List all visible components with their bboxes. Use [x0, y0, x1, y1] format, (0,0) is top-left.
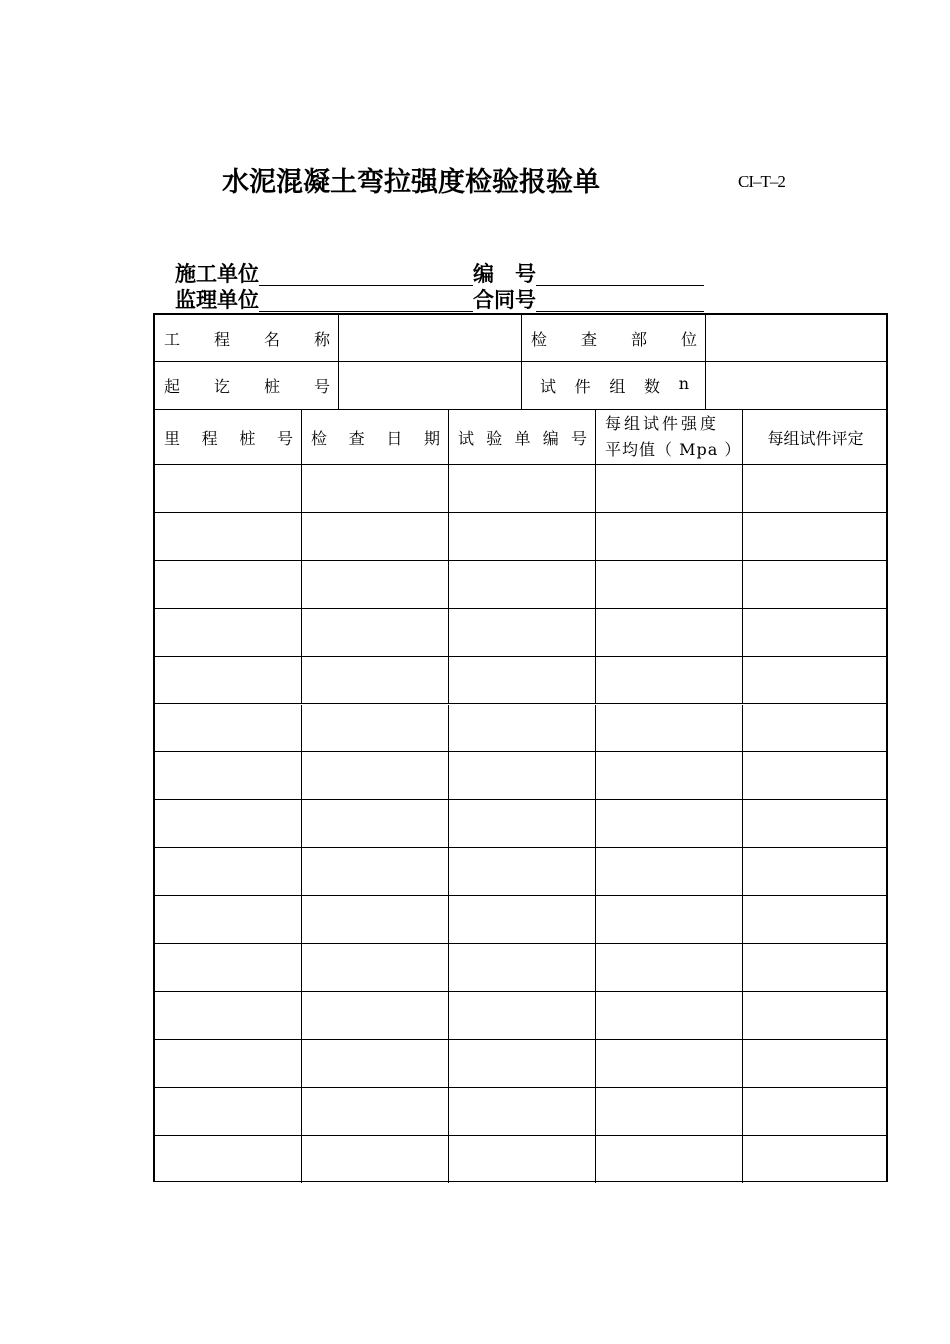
label-char: 号	[313, 377, 330, 396]
table-cell[interactable]	[743, 1040, 888, 1088]
table-cell[interactable]	[743, 1136, 888, 1184]
table-cell[interactable]	[596, 992, 743, 1040]
number-label: 编 号	[473, 262, 536, 286]
table-cell[interactable]	[449, 705, 596, 753]
table-cell[interactable]	[596, 896, 743, 944]
table-cell[interactable]	[302, 800, 449, 848]
table-cell[interactable]	[155, 1136, 302, 1184]
table-cell[interactable]	[302, 513, 449, 561]
construction-unit-label: 施工单位	[175, 262, 259, 286]
table-cell[interactable]	[302, 561, 449, 609]
label-char: 桩	[263, 377, 280, 396]
table-cell[interactable]	[596, 609, 743, 657]
table-cell[interactable]	[155, 513, 302, 561]
table-cell[interactable]	[302, 992, 449, 1040]
table-cell[interactable]	[449, 561, 596, 609]
number-field[interactable]	[536, 265, 704, 286]
contract-no-field[interactable]	[536, 291, 704, 312]
table-cell[interactable]	[596, 513, 743, 561]
table-cell[interactable]	[743, 609, 888, 657]
label-char: 期	[423, 428, 440, 448]
station-range-label-cell	[155, 362, 339, 410]
table-cell[interactable]	[155, 992, 302, 1040]
table-cell[interactable]	[155, 896, 302, 944]
label-char: 验	[486, 428, 503, 448]
table-cell[interactable]	[743, 992, 888, 1040]
table-cell[interactable]	[743, 561, 888, 609]
table-cell[interactable]	[743, 657, 888, 705]
project-name-label-cell	[155, 315, 339, 362]
label-char: 号	[276, 428, 293, 448]
specimen-groups-label-cell	[522, 362, 706, 410]
table-cell[interactable]	[596, 848, 743, 896]
table-cell[interactable]	[449, 800, 596, 848]
table-cell[interactable]	[596, 705, 743, 753]
table-cell[interactable]	[743, 800, 888, 848]
label-char: n	[678, 374, 689, 393]
label-char: 数	[644, 377, 661, 396]
label-char: 组	[609, 377, 626, 396]
table-cell[interactable]	[596, 1040, 743, 1088]
label-char: 编	[542, 428, 559, 448]
field-row-supervision	[175, 288, 704, 312]
table-cell[interactable]	[743, 848, 888, 896]
table-cell[interactable]	[302, 1040, 449, 1088]
table-cell[interactable]	[743, 465, 888, 513]
field-row-construction	[175, 262, 704, 286]
table-cell[interactable]	[449, 465, 596, 513]
label-char: 单	[514, 428, 531, 448]
table-cell[interactable]	[449, 657, 596, 705]
label-char: 号	[570, 428, 587, 448]
table-cell[interactable]	[155, 1088, 302, 1136]
project-name-field[interactable]	[339, 315, 522, 362]
header-group-evaluation	[743, 410, 888, 465]
table-cell[interactable]	[155, 800, 302, 848]
table-cell[interactable]	[449, 609, 596, 657]
label-char: 试	[458, 428, 475, 448]
table-cell[interactable]	[155, 657, 302, 705]
table-cell[interactable]	[743, 513, 888, 561]
table-cell[interactable]	[302, 944, 449, 992]
table-cell[interactable]	[155, 1040, 302, 1088]
table-cell[interactable]	[449, 513, 596, 561]
table-cell[interactable]	[449, 752, 596, 800]
table-cell[interactable]	[743, 752, 888, 800]
table-cell[interactable]	[155, 609, 302, 657]
form-title: 水泥混凝土弯拉强度检验报验单	[222, 167, 600, 198]
table-cell[interactable]	[743, 896, 888, 944]
table-cell[interactable]	[302, 896, 449, 944]
label-char: 查	[348, 428, 365, 448]
table-cell[interactable]	[596, 944, 743, 992]
label-char: 名	[263, 329, 280, 349]
table-cell[interactable]	[743, 705, 888, 753]
label-char: 位	[680, 329, 697, 349]
specimen-groups-field[interactable]	[706, 362, 888, 410]
table-cell[interactable]	[596, 465, 743, 513]
group-evaluation-label: 每组试件评定	[767, 428, 864, 448]
label-char: 程	[213, 329, 230, 349]
table-cell[interactable]	[302, 657, 449, 705]
inspection-part-field[interactable]	[706, 315, 888, 362]
label-char: 桩	[239, 428, 256, 448]
construction-unit-field[interactable]	[259, 265, 473, 286]
table-cell[interactable]	[155, 848, 302, 896]
label-char: 里	[164, 428, 181, 448]
label-char: 试	[540, 377, 557, 396]
table-cell[interactable]	[743, 1088, 888, 1136]
table-cell[interactable]	[449, 944, 596, 992]
table-cell[interactable]	[596, 561, 743, 609]
table-cell[interactable]	[596, 1088, 743, 1136]
label-char: 程	[201, 428, 218, 448]
table-cell[interactable]	[596, 1136, 743, 1184]
table-cell[interactable]	[596, 657, 743, 705]
table-cell[interactable]	[155, 752, 302, 800]
inspection-part-label-cell	[522, 315, 706, 362]
label-char: 称	[313, 329, 330, 349]
header-inspection-date	[302, 410, 449, 465]
table-cell[interactable]	[155, 561, 302, 609]
table-cell[interactable]	[743, 944, 888, 992]
contract-no-label: 合同号	[473, 288, 536, 312]
table-cell[interactable]	[449, 896, 596, 944]
table-cell[interactable]	[302, 1088, 449, 1136]
header-test-sheet-no	[449, 410, 596, 465]
avg-strength-line1: 每组试件强度	[605, 414, 720, 433]
table-cell[interactable]	[449, 1040, 596, 1088]
table-cell[interactable]	[155, 705, 302, 753]
label-char: 日	[386, 428, 403, 448]
table-cell[interactable]	[449, 1136, 596, 1184]
label-char: 讫	[213, 377, 230, 396]
table-cell[interactable]	[302, 705, 449, 753]
supervision-unit-field[interactable]	[259, 291, 473, 312]
label-char: 检	[311, 428, 328, 448]
table-cell[interactable]	[302, 609, 449, 657]
avg-strength-line2: 平均值（ Mpa ）	[605, 440, 742, 459]
table-cell[interactable]	[302, 1136, 449, 1184]
supervision-unit-label: 监理单位	[175, 288, 259, 312]
label-char: 部	[630, 329, 647, 349]
header-mileage-station	[155, 410, 302, 465]
table-cell[interactable]	[449, 1088, 596, 1136]
table-cell[interactable]	[449, 992, 596, 1040]
table-cell[interactable]	[155, 944, 302, 992]
table-cell[interactable]	[155, 465, 302, 513]
table-cell[interactable]	[596, 800, 743, 848]
table-cell[interactable]	[302, 752, 449, 800]
header-avg-strength	[596, 410, 743, 465]
inspection-table	[153, 313, 888, 1182]
table-cell[interactable]	[302, 848, 449, 896]
table-cell[interactable]	[302, 465, 449, 513]
table-cell[interactable]	[596, 752, 743, 800]
label-char: 工	[164, 329, 181, 349]
station-range-field[interactable]	[339, 362, 522, 410]
form-code: CI–T–2	[738, 172, 785, 191]
label-char: 查	[580, 329, 597, 349]
label-char: 件	[574, 377, 591, 396]
label-char: 起	[164, 377, 181, 396]
label-char: 检	[531, 329, 548, 349]
table-cell[interactable]	[449, 848, 596, 896]
